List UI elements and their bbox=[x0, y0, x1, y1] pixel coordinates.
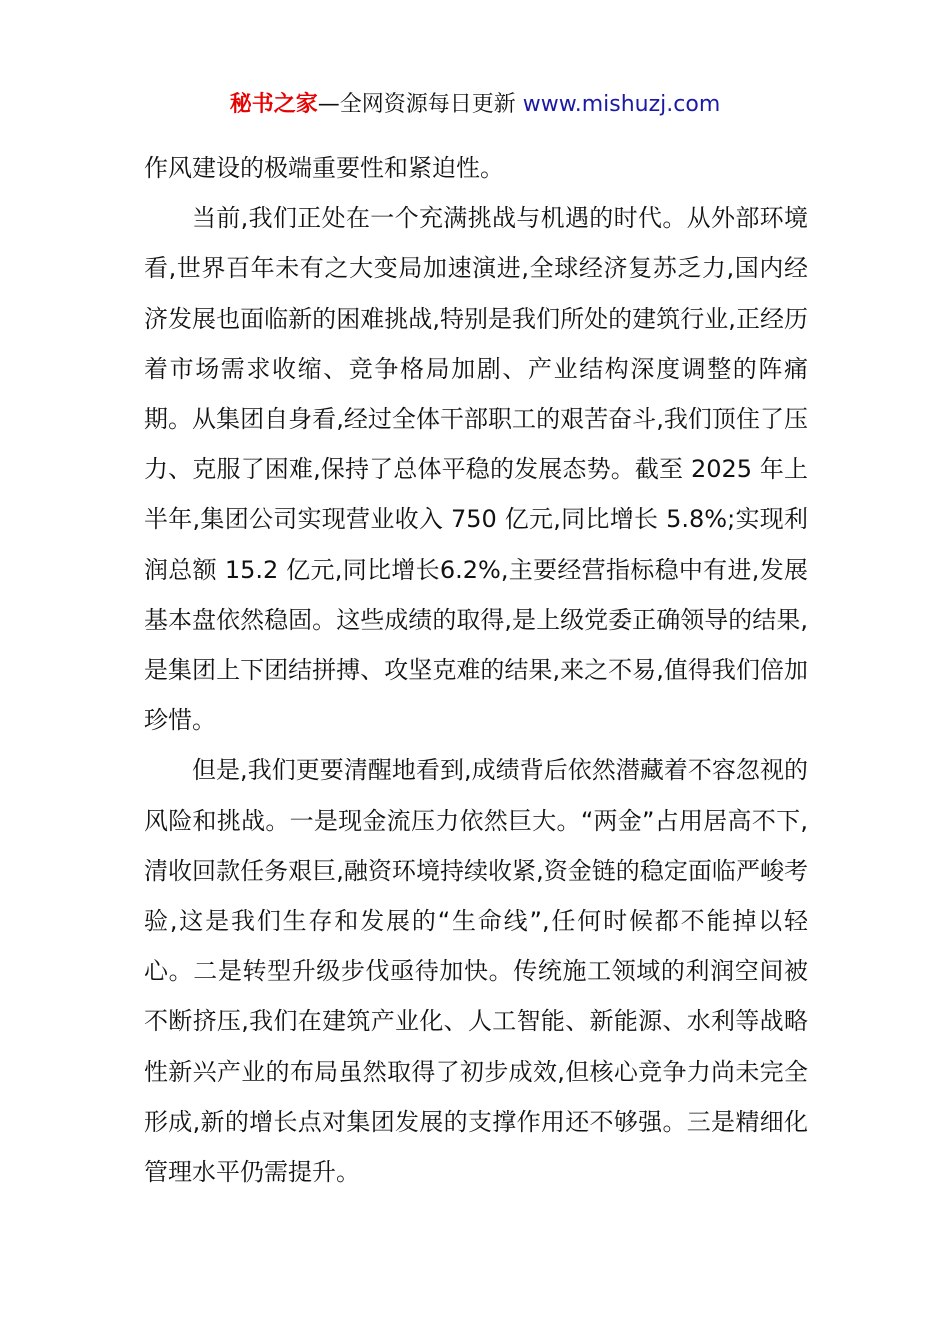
page-header bbox=[0, 86, 950, 124]
site-url-link[interactable]: www.mishuzj.com bbox=[522, 92, 721, 117]
document-body bbox=[144, 143, 808, 1197]
brand-name: 秘书之家 bbox=[229, 92, 318, 117]
paragraph-risks-challenges: 但是,我们更要清醒地看到,成绩背后依然潜藏着不容忽视的风险和挑战。一是现金流压力依然巨大。“两金”占用居高不下,清收回款任务艰巨,融资环境持续收紧,资金链的稳定面临严峻考验,这是我们生存和发展的“生命线”,任何时候都不能掉以轻心。二是转型升级步伐亟待加快。传统施工领域的利润空间被不断挤压,我们在建筑产业化、人工智能、新能源、水利等战略性新兴产业的布局虽然取得了初步成效,但核心竞争力尚未完全形成,新的增长点对集团发展的支撑作用还不够强。三是精细化管理水平仍需提升。 bbox=[144, 756, 808, 1187]
paragraph-current-situation: 当前,我们正处在一个充满挑战与机遇的时代。从外部环境看,世界百年未有之大变局加速演进,全球经济复苏乏力,国内经济发展也面临新的困难挑战,特别是我们所处的建筑行业,正经历着市场需求收缩、竞争格局加剧、产业结构深度调整的阵痛期。从集团自身看,经过全体干部职工的艰苦奋斗,我们顶住了压力、克服了困难,保持了总体平稳的发展态势。截至 2025 年上半年,集团公司实现营业收入 750 亿元,同比增长 5.8%;实现利润总额 15.2 亿元,同比增长6.2%,主要经营指标稳中有进,发展基本盘依然稳固。这些成绩的取得,是上级党委正确领导的结果,是集团上下团结拼搏、攻坚克难的结果,来之不易,值得我们倍加珍惜。 bbox=[144, 204, 808, 735]
header-tagline: —全网资源每日更新 bbox=[317, 92, 516, 117]
paragraph-continuation: 作风建设的极端重要性和紧迫性。 bbox=[144, 154, 504, 182]
